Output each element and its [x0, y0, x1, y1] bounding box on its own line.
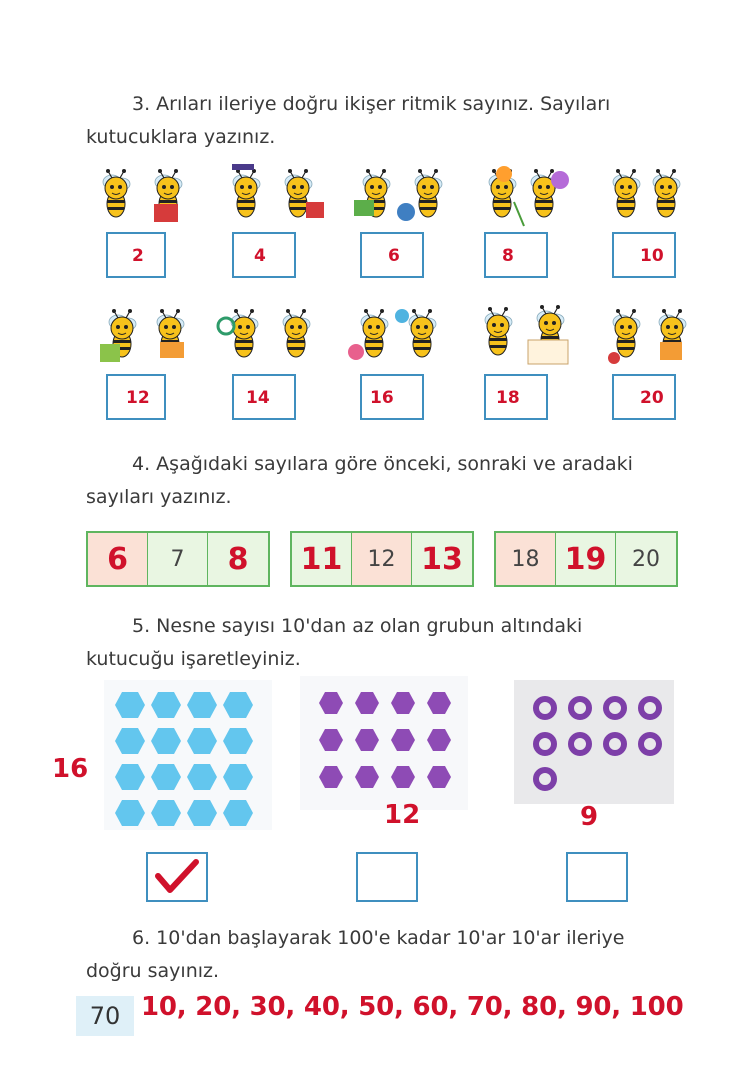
checkmark-icon [148, 854, 206, 900]
answer-value: 8 [502, 246, 514, 266]
answer-box[interactable] [106, 232, 166, 278]
number-strip-1 [86, 531, 270, 587]
number-cell: 6 [88, 533, 148, 585]
group-count-label: 9 [580, 802, 599, 832]
bee-pair-illustration [94, 302, 204, 370]
number-cell: 13 [412, 533, 472, 585]
q5-line2: kutucuğu işaretleyiniz. [86, 648, 301, 670]
purple-shape-group [300, 676, 468, 810]
q3-line2: kutucuklara yazınız. [86, 126, 276, 148]
answer-box[interactable] [360, 232, 424, 278]
answer-box[interactable] [106, 374, 166, 420]
number-cell: 12 [352, 533, 412, 585]
answer-box[interactable] [612, 374, 676, 420]
group-count-label: 16 [52, 754, 89, 784]
bee-pair-illustration [346, 162, 466, 230]
page-number: 70 [76, 996, 134, 1036]
number-cell: 7 [148, 533, 208, 585]
number-cell: 19 [556, 533, 616, 585]
number-cell: 20 [616, 533, 676, 585]
q4-line1: 4. Aşağıdaki sayılara göre önceki, sonraki ve aradaki [132, 453, 633, 475]
bee-pair-illustration [470, 162, 590, 230]
q5-text [86, 610, 582, 676]
q4-text [86, 448, 633, 514]
bee-pair-illustration [600, 302, 700, 370]
bee-pair-illustration [214, 162, 334, 230]
group-checkbox-checked[interactable] [146, 852, 208, 902]
bee-pair-illustration [472, 300, 580, 370]
answer-value: 20 [640, 388, 664, 408]
q3-line1: 3. Arıları ileriye doğru ikişer ritmik sayınız. Sayıları [132, 93, 611, 115]
number-strip-2 [290, 531, 474, 587]
bee-pair-illustration [84, 162, 204, 230]
answer-value: 6 [388, 246, 400, 266]
number-cell: 18 [496, 533, 556, 585]
hexagon-group [104, 680, 272, 830]
answer-value: 10 [640, 246, 664, 266]
bee-pair-illustration [344, 302, 448, 370]
answer-value: 2 [132, 246, 144, 266]
group-checkbox[interactable] [566, 852, 628, 902]
number-cell: 11 [292, 533, 352, 585]
answer-value: 12 [126, 388, 150, 408]
q5-line1: 5. Nesne sayısı 10'dan az olan grubun altındaki [132, 615, 583, 637]
answer-value: 14 [246, 388, 270, 408]
answer-value: 4 [254, 246, 266, 266]
q3-text [86, 88, 610, 154]
group-checkbox[interactable] [356, 852, 418, 902]
q6-line1: 6. 10'dan başlayarak 100'e kadar 10'ar 10'ar ileriye [132, 927, 625, 949]
answer-box[interactable] [232, 232, 296, 278]
number-cell: 8 [208, 533, 268, 585]
answer-box[interactable] [484, 232, 548, 278]
answer-value: 16 [370, 388, 394, 408]
q6-line2: doğru sayınız. [86, 960, 220, 982]
answer-value: 18 [496, 388, 520, 408]
answer-box[interactable] [612, 232, 676, 278]
answer-box[interactable] [232, 374, 296, 420]
group-count-label: 12 [384, 800, 421, 830]
bee-pair-illustration [214, 302, 326, 370]
number-strip-3 [494, 531, 678, 587]
answer-box[interactable] [484, 374, 548, 420]
q6-answer: 10, 20, 30, 40, 50, 60, 70, 80, 90, 100 [141, 992, 684, 1022]
q6-text [86, 922, 624, 988]
q4-line2: sayıları yazınız. [86, 486, 232, 508]
bee-pair-illustration [600, 162, 700, 230]
ring-group [514, 680, 674, 804]
answer-box[interactable] [360, 374, 424, 420]
